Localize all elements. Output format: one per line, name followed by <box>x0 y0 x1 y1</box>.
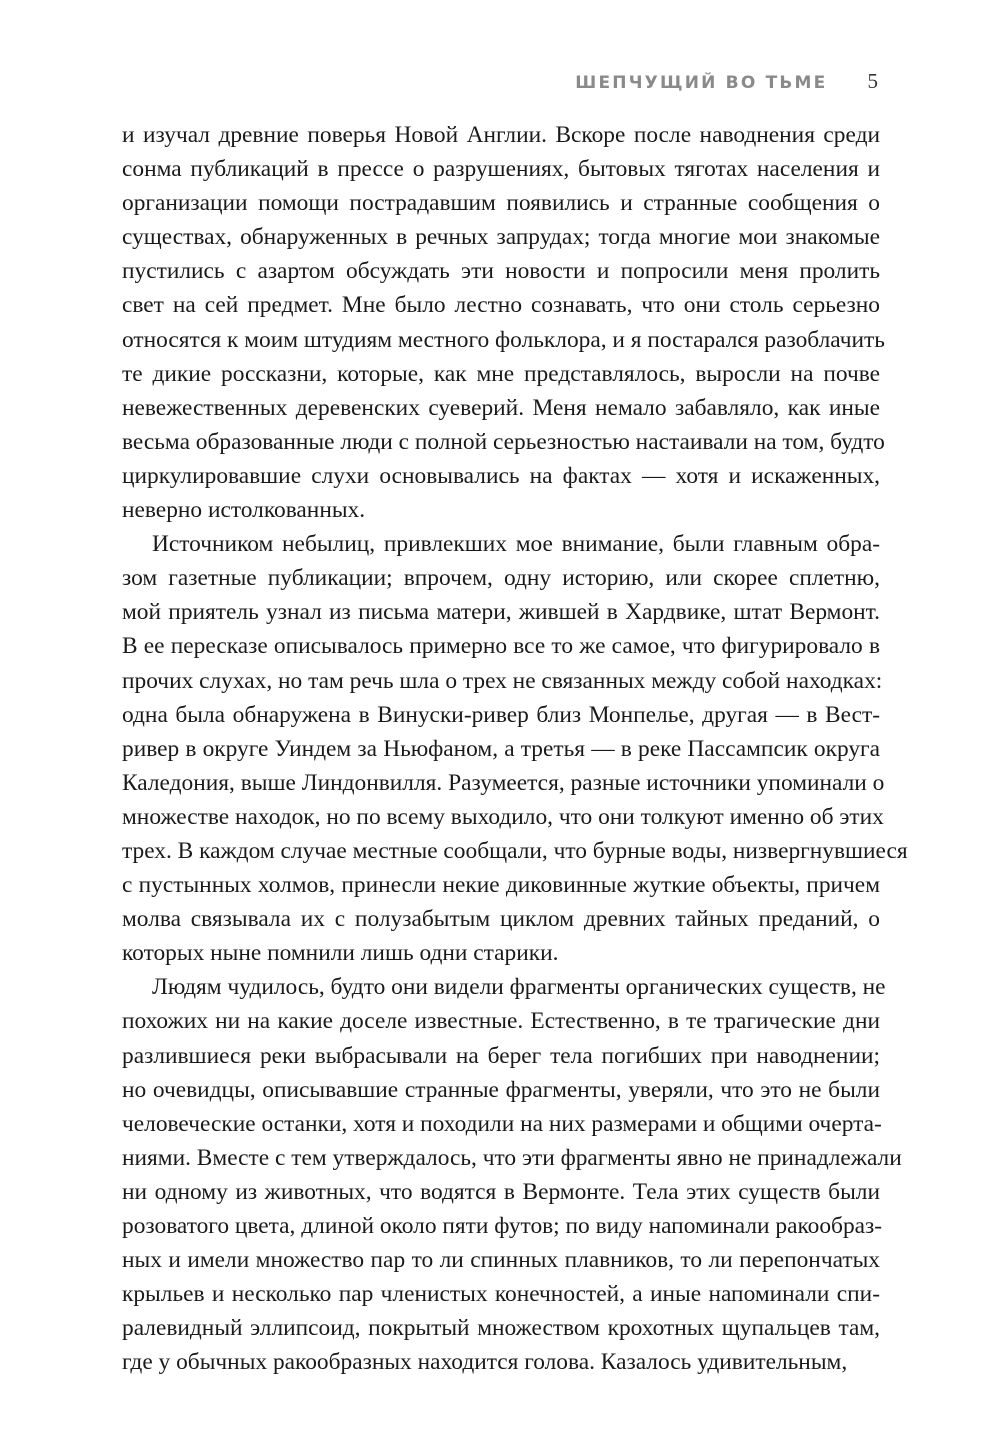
text-line: разлившиеся реки выбрасывали на берег тела погибших при наводнении; <box>122 1042 880 1069</box>
text-line: невежественных деревенских суеверий. Меня немало забавляло, как иные <box>122 394 880 421</box>
text-line: Каледония, выше Линдонвилля. Разумеется, разные источники упоминали о <box>122 769 885 796</box>
text-line: крыльев и несколько пар членистых конечностей, а иные напоминали спи- <box>122 1281 880 1308</box>
text-line: ных и имели множество пар то ли спинных плавников, то ли перепончатых <box>122 1247 880 1274</box>
text-line: те дикие россказни, которые, как мне представлялось, выросли на почве <box>122 360 880 387</box>
text-line: множестве находок, но по всему выходило, что они толкуют именно об этих <box>122 803 884 830</box>
running-head <box>560 69 878 99</box>
text-line: относятся к моим штудиям местного фольклора, и я постарался разоблачить <box>122 326 885 353</box>
text-line: которых ныне помнили лишь одни старики. <box>122 940 559 967</box>
text-line: существах, обнаруженных в речных запрудах; тогда многие мои знакомые <box>122 224 880 251</box>
text-line: ралевидный эллипсоид, покрытый множеством крохотных щупальцев там, <box>122 1315 880 1342</box>
text-line: ривер в округе Уиндем за Ньюфаном, а третья — в реке Пассампсик округа <box>122 735 880 762</box>
text-line: мой приятель узнал из письма матери, жившей в Хардвике, штат Вермонт. <box>122 599 880 626</box>
text-line: человеческие останки, хотя и походили на них размерами и общими очерта- <box>122 1110 882 1137</box>
text-line: розоватого цвета, длиной около пяти футов; по виду напоминали ракообраз- <box>122 1213 883 1239</box>
text-line: ниями. Вместе с тем утверждалось, что эти фрагменты явно не принадлежали <box>122 1144 902 1171</box>
text-line: В ее пересказе описывалось примерно все то же самое, что фигурировало в <box>122 633 880 660</box>
running-title: ШЕПЧУЩИЙ ВО ТЬМЕ <box>575 73 828 93</box>
text-line: пустились с азартом обсуждать эти новости и попросили меня пролить <box>122 258 880 285</box>
text-line: и изучал древние поверья Новой Англии. Вскоре после наводнения среди <box>122 122 880 148</box>
text-line: неверно истолкованных. <box>122 497 366 524</box>
text-line: свет на сей предмет. Мне было лестно сознавать, что они столь серьезно <box>122 292 880 319</box>
text-line: молва связывала их с полузабытым циклом древних тайных преданий, о <box>122 906 880 933</box>
text-line: но очевидцы, описывавшие странные фрагменты, уверяли, что это не были <box>122 1076 880 1103</box>
text-line: где у обычных ракообразных находится голова. Казалось удивительным, <box>122 1349 848 1376</box>
body-text <box>122 118 908 1379</box>
text-line: одна была обнаружена в Винуски-ривер близ Монпелье, другая — в Вест- <box>122 701 880 728</box>
text-line: циркулировавшие слухи основывались на фактах — хотя и искаженных, <box>122 462 880 489</box>
text-line: с пустынных холмов, принесли некие диковинные жуткие объекты, причем <box>122 872 880 899</box>
text-line: Источником небылиц, привлекших мое внимание, были главным обра- <box>152 531 880 558</box>
page-number: 5 <box>867 69 878 93</box>
text-line: похожих ни на какие доселе известные. Естественно, в те трагические дни <box>122 1008 880 1035</box>
text-line: прочих слухах, но там речь шла о трех не связанных между собой находках: <box>122 667 883 694</box>
text-line: Людям чудилось, будто они видели фрагменты органических существ, не <box>152 974 886 1001</box>
text-line: сонма публикаций в прессе о разрушениях, бытовых тяготах населения и <box>122 156 880 183</box>
text-line: зом газетные публикации; впрочем, одну историю, или скорее сплетню, <box>122 565 880 592</box>
text-line: ни одному из животных, что водятся в Вермонте. Тела этих существ были <box>122 1178 880 1205</box>
text-line: организации помощи пострадавшим появились и странные сообщения о <box>122 190 880 217</box>
text-line: трех. В каждом случае местные сообщали, что бурные воды, низвергнувшиеся <box>122 837 908 864</box>
text-line: весьма образованные люди с полной серьезностью настаивали на том, будто <box>122 428 885 455</box>
